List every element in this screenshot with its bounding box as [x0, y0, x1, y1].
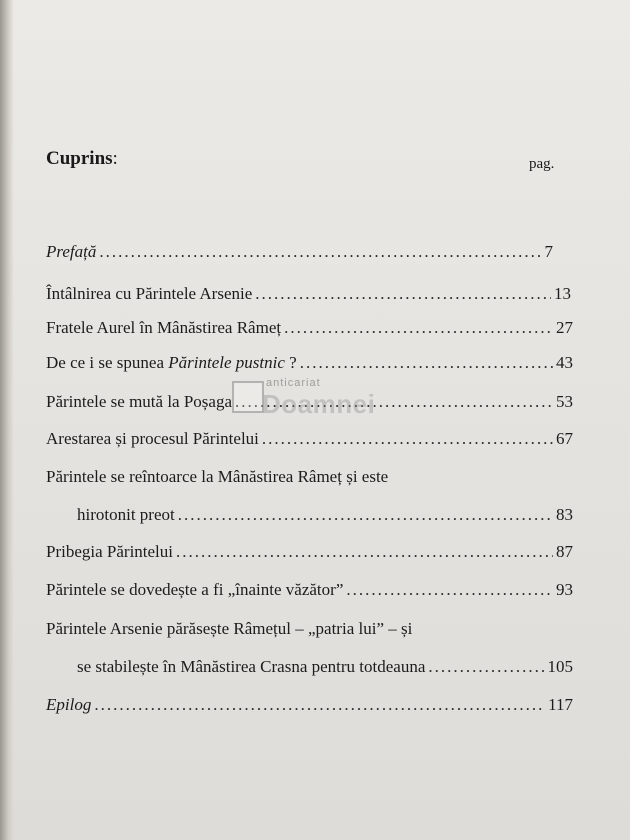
toc-entry-page: 13: [554, 284, 571, 303]
toc-entry-label: Arestarea și procesul Părintelui: [46, 429, 259, 448]
dot-leader: [99, 240, 541, 264]
dot-leader: [346, 578, 553, 602]
toc-entry-epilog: [46, 693, 573, 717]
toc-entry-page: 93: [556, 580, 573, 599]
toc-entry-prefata: [46, 240, 553, 264]
toc-entry-inainte-vazator: [46, 578, 573, 602]
toc-entry-page: 87: [556, 542, 573, 561]
toc-entry-label: Epilog: [46, 695, 92, 714]
toc-entry-reintoarce-line1: Părintele se reîntoarce la Mânăstirea Râmeț și este: [46, 467, 389, 486]
toc-entry-page: 83: [556, 505, 573, 524]
toc-entry-label: De ce i se spunea Părintele pustnic ?: [46, 353, 297, 372]
toc-entry-label: Părintele se mută la Poșaga: [46, 392, 233, 411]
toc-entry-paraseste-line1: Părintele Arsenie părăsește Râmețul – „patria lui” – și: [46, 619, 413, 638]
watermark-top-text: anticariat: [266, 377, 321, 389]
dot-leader: [178, 503, 553, 527]
toc-entry-page: 105: [547, 657, 573, 676]
toc-entry-intalnirea: [46, 282, 571, 306]
dot-leader: [255, 282, 551, 306]
toc-entry-label: Întâlnirea cu Părintele Arsenie: [46, 284, 253, 303]
toc-entry-label: Fratele Aurel în Mânăstirea Râmeț: [46, 318, 282, 337]
toc-entry-label: Prefață: [46, 242, 97, 261]
toc-entry-label: Pribegia Părintelui: [46, 542, 174, 561]
dot-leader: [428, 655, 544, 679]
toc-entry-page: 27: [556, 318, 573, 337]
dot-leader: [176, 540, 553, 564]
toc-entry-paraseste: [77, 655, 573, 679]
dot-leader: [284, 316, 553, 340]
page-column-label: pag.: [529, 156, 555, 172]
toc-entry-label: hirotonit preot: [77, 505, 175, 524]
toc-entry-page: 7: [544, 242, 553, 261]
toc-entry-label: se stabilește în Mânăstirea Crasna pentru totdeauna: [77, 657, 426, 676]
toc-heading-colon: :: [112, 148, 118, 169]
dot-leader: [94, 693, 545, 717]
toc-entry-page: 67: [556, 429, 573, 448]
watermark-main-text: Doamnei: [262, 389, 376, 419]
toc-entry-page: 53: [556, 392, 573, 411]
toc-entry-reintoarce: [77, 503, 573, 527]
dot-leader: [300, 351, 553, 375]
watermark-box-icon: [232, 381, 264, 413]
toc-entry-pustnic: [46, 351, 573, 375]
toc-heading-text: Cuprins: [46, 148, 113, 169]
toc-entry-page: 43: [556, 353, 573, 372]
toc-entry-page: 117: [548, 695, 573, 714]
watermark-logo: [232, 375, 402, 435]
toc-entry-label: Părintele se dovedește a fi „înainte văzător”: [46, 580, 344, 599]
toc-entry-fratele-aurel: [46, 316, 573, 340]
toc-entry-pribegia: [46, 540, 573, 564]
